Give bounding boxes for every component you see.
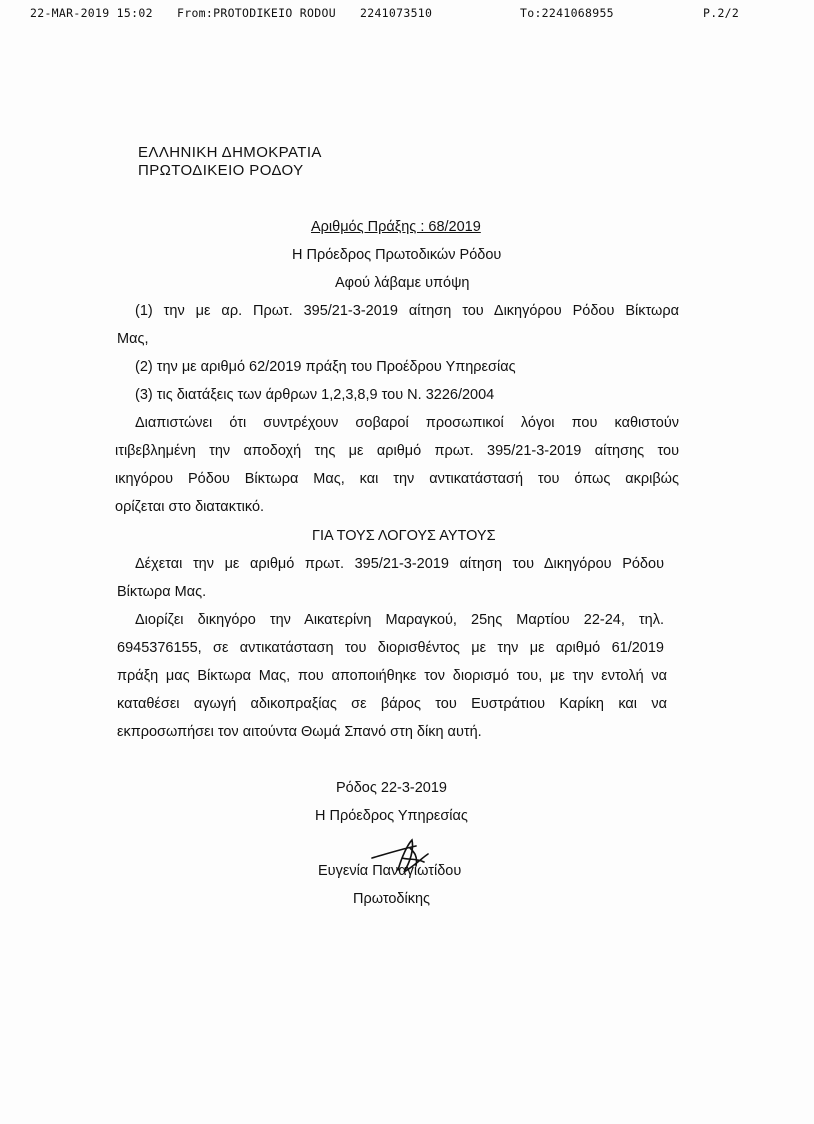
- fax-datetime: 22-MAR-2019 15:02: [30, 6, 153, 20]
- item-1-line-1: (1) την με αρ. Πρωτ. 395/21-3-2019 αίτηση του Δικηγόρου Ρόδου Βίκτωρα: [135, 303, 679, 319]
- finding-line-1: Διαπιστώνει ότι συντρέχουν σοβαροί προσωπικοί λόγοι που καθιστούν: [135, 415, 679, 431]
- fax-from: From:PROTODIKEIO RODOU: [177, 6, 336, 20]
- place-date: Ρόδος 22-3-2019: [336, 780, 447, 796]
- signatory-role: Η Πρόεδρος Υπηρεσίας: [315, 808, 468, 824]
- fax-from-number: 2241073510: [360, 6, 433, 20]
- authority-line-2: ΠΡΩΤΟΔΙΚΕΙΟ ΡΟΔΟΥ: [138, 162, 304, 179]
- ruling-2-line-5: εκπροσωπήσει τον αιτούντα Θωμά Σπανό στη δίκη αυτή.: [117, 724, 482, 740]
- signatory-name: Ευγενία Παναγιωτίδου: [318, 863, 462, 879]
- authority-line-1: ΕΛΛΗΝΙΚΗ ΔΗΜΟΚΡΑΤΙΑ: [138, 144, 322, 161]
- ruling-1-line-1: Δέχεται την με αριθμό πρωτ. 395/21-3-2019 αίτηση του Δικηγόρου Ρόδου: [135, 556, 664, 572]
- act-number: Αριθμός Πράξης : 68/2019: [311, 219, 481, 235]
- fax-to: To:2241068955: [520, 6, 614, 20]
- ruling-1-line-2: Βίκτωρα Μας.: [117, 584, 207, 600]
- item-1-line-2: Μας,: [117, 331, 149, 347]
- ruling-2-line-4: καταθέσει αγωγή αδικοπραξίας σε βάρος του Ευστράτιου Καρίκη και να: [117, 696, 667, 712]
- finding-line-3: ικηγόρου Ρόδου Βίκτωρα Μας, και την αντικατάστασή του όπως ακριβώς: [115, 471, 679, 487]
- fax-page: P.2/2: [703, 6, 740, 20]
- item-3: (3) τις διατάξεις των άρθρων 1,2,3,8,9 του Ν. 3226/2004: [135, 387, 495, 403]
- signatory-title: Πρωτοδίκης: [353, 891, 431, 907]
- finding-line-2: ιτιβεβλημένη την αποδοχή της με αριθμό πρωτ. 395/21-3-2019 αίτησης του: [115, 443, 679, 459]
- president-line: Η Πρόεδρος Πρωτοδικών Ρόδου: [292, 247, 502, 263]
- reasons-heading: ΓΙΑ ΤΟΥΣ ΛΟΓΟΥΣ ΑΥΤΟΥΣ: [312, 528, 496, 544]
- finding-line-4: ορίζεται στο διατακτικό.: [115, 499, 265, 515]
- fax-header: [0, 6, 814, 22]
- ruling-2-line-2: 6945376155, σε αντικατάσταση του διορισθέντος με την με αριθμό 61/2019: [117, 640, 664, 656]
- considering-line: Αφού λάβαμε υπόψη: [335, 275, 470, 291]
- ruling-2-line-3: πράξη μας Βίκτωρα Μας, που αποποιήθηκε τον διορισμό του, με την εντολή να: [117, 668, 667, 684]
- ruling-2-line-1: Διορίζει δικηγόρο την Αικατερίνη Μαραγκού, 25ης Μαρτίου 22-24, τηλ.: [135, 612, 664, 628]
- item-2: (2) την με αριθμό 62/2019 πράξη του Προέδρου Υπηρεσίας: [135, 359, 516, 375]
